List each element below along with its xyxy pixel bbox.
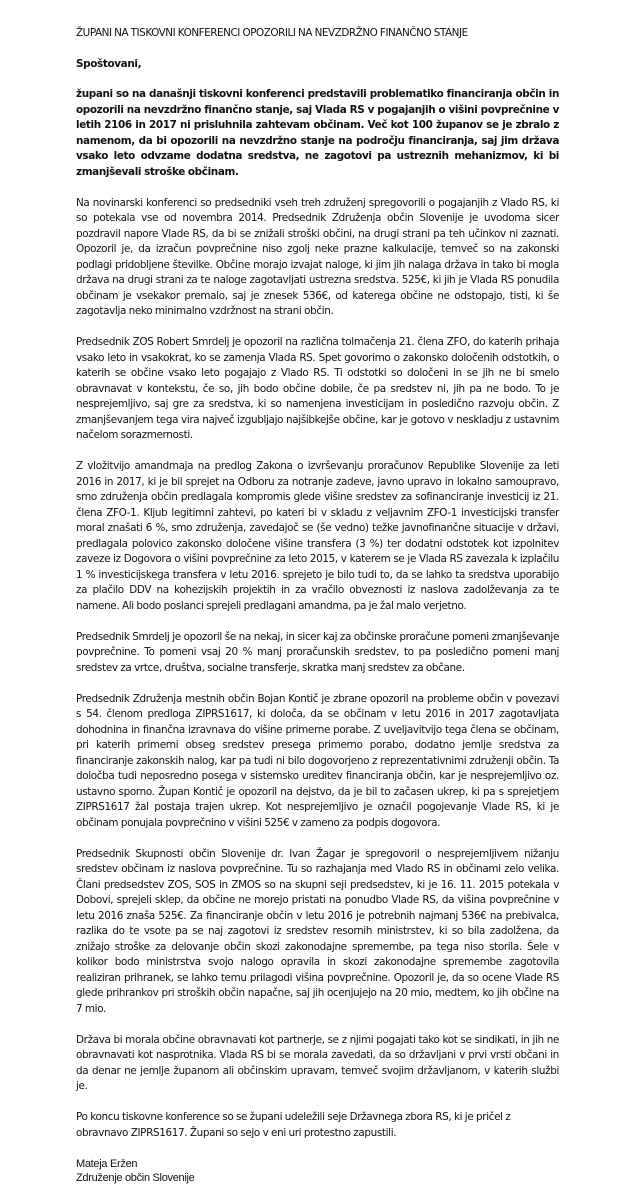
signature-organization: Združenje občin Slovenije — [76, 1171, 195, 1184]
body-paragraph: Na novinarski konferenci so predsedniki vseh treh združenj spregovorili o pogajanjih z Vlado RS, ki so potekala vse od novembra 2014. Predsednik Združenja občin Slovenije je uvodoma sicer pozdravil napore Vlade RS, da bi se znižali stroški občini, na drugi strani pa teh učinkov ni zaznati. Opozoril je, da izračun povprečnine niso zgolj neke prazne kalkulacije, temveč so na zakonski podlagi pridobljene številke. Občine morajo izvajat naloge, ki jim jih nalaga država in tako bi mogla država na drugi strani za te naloge zagotavljati ustrezna sredstva. 525€, ki jih je Vlada RS ponudila občinam je vsekakor premalo, saj je znesek 536€, od katerega občine ne odstopajo, tisti, ki še zagotavlja neko minimalno vzdržnost na strani občin. — [76, 196, 559, 317]
body-paragraph: Po koncu tiskovne konference so se župani udeležili seje Državnega zbora RS, ki je pričel z obravnavo ZIPRS1617. Župani so sejo v eni uri protestno zapustili. — [76, 1111, 511, 1139]
greeting: Spoštovani, — [76, 57, 142, 70]
body-paragraph: Predsednik ZOS Robert Smrdelj je opozoril na različna tolmačenja 21. člena ZFO, do katerih prihaja vsako leto in vsakokrat, ko se zamenja Vlada RS. Spet govorimo o zakonsko določenih odstotkih, o katerih se občine vsako leto pogajajo z Vlado RS. Ti odstotki so določeni in se jih ne bi smelo obravnavat v kontekstu, če so, jih bodo občine dobile, če pa sredstev ni, jih pa ne bodo. To je nesprejemljivo, saj gre za sredstva, ki so namenjena investicijam in posledično razvoju občin. Z zmanjševanjem tega vira največ izgubljajo najšibkejše občine, kar je gotovo v neskladju z ustavnim načelom sorazmernosti. — [76, 336, 559, 441]
document-title: ŽUPANI NA TISKOVNI KONFERENCI OPOZORILI NA NEVZDRŽNO FINANČNO STANJE — [76, 27, 468, 39]
signature-name: Mateja Eržen — [76, 1157, 138, 1170]
body-paragraph: Država bi morala občine obravnavati kot partnerje, se z njimi pogajati tako kot se sindikati, in jih ne obravnavati kot nasprotnika. Vlada RS bi se morala zavedati, da so državljani v prvi vrsti občani in da denar ne jemlje županom ali občinskim upravam, temveč svojim državljanom, v katerih službi je. — [76, 1033, 559, 1092]
signature-block — [76, 1157, 559, 1185]
body-paragraph: Z vložitvijo amandmaja na predlog Zakona o izvrševanju proračunov Republike Slovenije za leti 2016 in 2017, ki je bil sprejet na Odboru za notranje zadeve, javno upravo in lokalno samoupravo, smo združenja občin predlagala kompromis glede višine sredstev za sofinanciranje investicij iz 21. člena ZFO-1. Kljub legitimni zahtevi, po kateri bi v skladu z veljavnim ZFO-1 investicijski transfer moral znašati 6 %, smo združenja, zavedajoč se (še vedno) težke javnofinančne situacije v državi, predlagala polovico zakonsko določene višine transfera (3 %) ter dodatni odstotek kot izpolnitev zaveze iz Dogovora o višini povprečnine za leto 2015, v katerem se je Vlada RS zavezala k izplačilu 1 % investicijskega transfera v letu 2016. sprejeto je bilo tudi to, da se lahko ta sredstva uporabijo za plačilo DDV na kohezijskih projektih in za vračilo obveznosti iz naslova zadolževanja za te namene. Ali bodo poslanci sprejeli predlagani amandma, pa je žal malo verjetno. — [76, 460, 559, 612]
body-paragraph: Predsednik Združenja mestnih občin Bojan Kontič je zbrane opozoril na probleme občin v povezavi s 54. členom predloga ZIPRS1617, ki določa, da se občinam v letu 2016 in 2017 zagotavljata dohodnina in finančna izravnava do višine primerne porabe. Z uveljavitvijo tega člena se občinam, pri katerih primerni obseg sredstev presega primerno porabo, dodatno jemlje sredstva za financiranje zakonskih nalog, kar pa tudi ni bilo dogovorjeno z reprezentativnimi združenji občin. Ta določba tudi neposredno posega v sistemsko ureditev financiranja občin, kar je nesprejemljivo oz. ustavno sporno. Župan Kontič je opozoril na dejstvo, da je bil to začasen ukrep, ki pa s sprejetjem ZIPRS1617 žal postaja trajen ukrep. Kot nesprejemljivo je označil pogojevanje Vlade RS, ki je občinam ponujala povprečnino v višini 525€ v zameno za podpis dogovora. — [76, 692, 559, 829]
lead-paragraph: župani so na današnji tiskovni konferenci predstavili problematiko financiranja občin in opozorili na nevzdržno finančno stanje, saj Vlada RS v pogajanjih o višini povprečnine v letih 2106 in 2017 ni prisluhnila zahtevam občinam. Več kot 100 županov se je zbralo z namenom, da bi opozorili na nevzdržno stanje na področju financiranja, saj jim država vsako leto odvzame dodatna sredstva, ne zagotovi pa ustreznih mehanizmov, ki bi zmanjševali stroške občinam. — [76, 88, 559, 178]
body-paragraph: Predsednik Smrdelj je opozoril še na nekaj, in sicer kaj za občinske proračune pomeni zmanjševanje povprečnine. To pomeni vsaj 20 % manj proračunskih sredstev, to pa posledično pomeni manj sredstev za vrtce, društva, socialne transferje, skratka manj sredstev za občane. — [76, 630, 559, 674]
press-release-document — [76, 26, 559, 1185]
body-paragraph: Predsednik Skupnosti občin Slovenije dr. Ivan Žagar je spregovoril o nesprejemljivem nižanju sredstev občinam iz naslova povprečnine. Tu so razhajanja med Vlado RS in občinami zelo velika. Člani predsedstev ZOS, SOS in ZMOS so na skupni seji predsedstev, ki je 16. 11. 2015 potekala v Dobovi, sprejeli sklep, da občine ne morejo pristati na ponudbo Vlade RS, da višina povprečnine v letu 2016 znaša 525€. Za financiranje občin v letu 2016 je potrebnih najmanj 536€ na prebivalca, razlika do te vsote pa se naj zagotovi iz sredstev resornih ministrstev, ki so bila zadolžena, da znižajo stroške za delovanje občin skozi zakonodajne spremembe, pa tega niso storila. Šele v kolikor bodo ministrstva svojo nalogo opravila in skozi zakonodajne spremembe zagotovila realiziran prihranek, se lahko temu prilagodi višina povprečnine. Opozoril je, da so ocene Vlade RS glede prihrankov pri stroških občin napačne, saj jih ocenjujejo na 20 mio, medtem, ko jih občine na 7 mio. — [76, 847, 559, 1015]
